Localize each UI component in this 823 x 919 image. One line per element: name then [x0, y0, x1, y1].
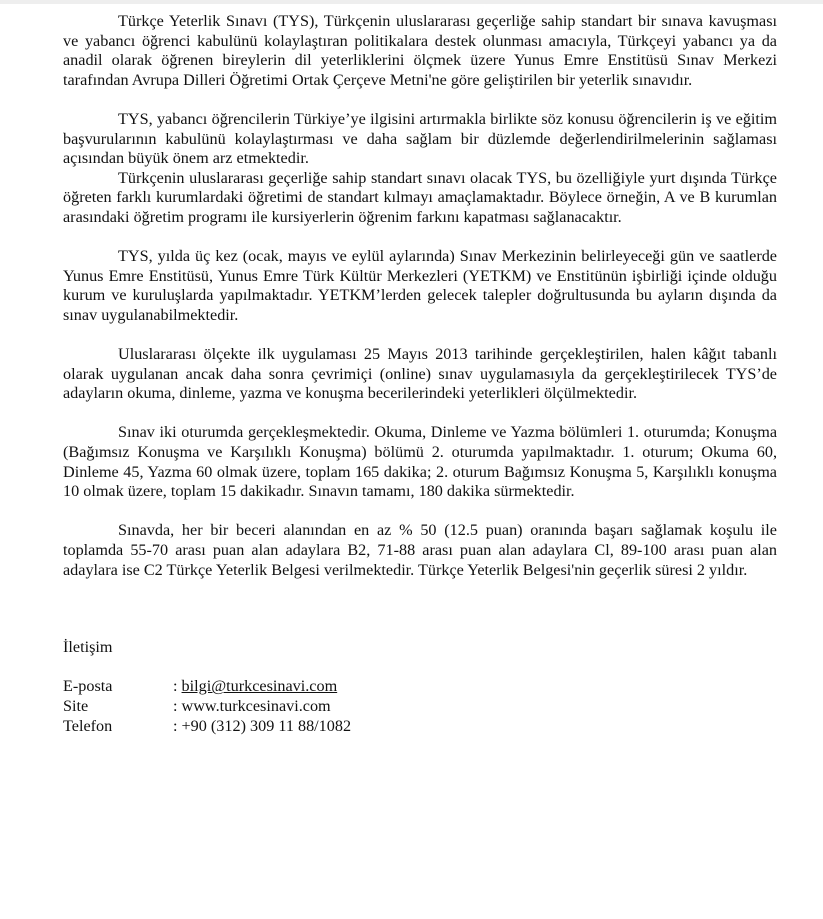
contact-row-site — [63, 697, 777, 717]
paragraph-tys-intro: Türkçe Yeterlik Sınavı (TYS), Türkçenin uluslararası geçerliğe sahip standart bir sınava kavuşması ve yabancı öğrenci kabulünü kolaylaştıran politikalara destek olunması amacıyla, Türkçeyi yabancı ya da anadil olarak öğrenen bireylerin dil yeterliklerini ölçmek üzere Yunus Emre Enstitüsü Sınav Merkezi tarafından Avrupa Dilleri Öğretimi Ortak Çerçeve Metni'ne göre geliştirilen bir yeterlik sınavıdır. — [63, 12, 777, 89]
paragraph-tys-importance: TYS, yabancı öğrencilerin Türkiye’ye ilgisini artırmakla birlikte söz konusu öğrencilerin iş ve eğitim başvurularının kabulünü kolaylaştırması ve daha sağlam bir düzlemde değerlendirilmelerinin sağlaması açısından büyük önem arz etmektedir. — [63, 109, 777, 168]
contact-separator: : — [173, 677, 182, 696]
contact-label-email: E-posta — [63, 677, 113, 696]
paragraph-tys-scoring: Sınavda, her bir beceri alanından en az % 50 (12.5 puan) oranında başarı sağlamak koşulu ile toplamda 55-70 arası puan alan adaylara B2, 71-88 arası puan alan adaylara Cl, 89-100 arası puan alan adaylara ise C2 Türkçe Yeterlik Belgesi verilmektedir. Türkçe Yeterlik Belgesi'nin geçerlik süresi 2 yıldır. — [63, 521, 777, 579]
paragraph-tys-schedule: TYS, yılda üç kez (ocak, mayıs ve eylül aylarında) Sınav Merkezinin belirleyeceği gün ve saatlerde Yunus Emre Enstitüsü, Yunus Emre Türk Kültür Merkezleri (YETKM) ve Enstitünün işbirliği içinde olduğu kurum ve kuruluşlarda yapılmaktadır. YETKM’lerden gelecek talepler doğrultusunda bu ayların dışında da sınav uygulanabilmektedir. — [63, 247, 777, 324]
contact-heading: İletişim — [63, 638, 113, 657]
contact-label-phone: Telefon — [63, 716, 113, 735]
email-link[interactable]: bilgi@turkcesinavi.com — [181, 677, 338, 696]
paragraph-tys-first-application: Uluslararası ölçekte ilk uygulaması 25 Mayıs 2013 tarihinde gerçekleştirilen, halen kâğıt tabanlı olarak uygulanan ancak daha sonra çevrimiçi (online) sınav uygulamasıyla da gerçekleştirilecek TYS’de adayların okuma, dinleme, yazma ve konuşma becerilerindeki yeterlikleri ölçülmektedir. — [63, 345, 777, 403]
contact-row-email — [63, 677, 777, 697]
contact-label-site: Site — [63, 697, 89, 715]
contact-value-site: : www.turkcesinavi.com — [173, 697, 331, 715]
contact-value-email — [173, 677, 337, 697]
document-page — [63, 12, 777, 736]
paragraph-tys-sessions: Sınav iki oturumda gerçekleşmektedir. Okuma, Dinleme ve Yazma bölümleri 1. oturumda; Konuşma (Bağımsız Konuşma ve Karşılıklı Konuşma) bölümü 2. oturumda yapılmaktadır. 1. oturum; Okuma 60, Dinleme 45, Yazma 60 olmak üzere, toplam 165 dakika; 2. oturum Bağımsız Konuşma 5, Karşılıklı konuşma 10 olmak üzere, toplam 15 dakikadır. Sınavın tamamı, 180 dakika sürmektedir. — [63, 423, 777, 501]
contact-value-phone: : +90 (312) 309 11 88/1082 — [173, 716, 352, 735]
paragraph-tys-standard: Türkçenin uluslararası geçerliğe sahip standart sınavı olacak TYS, bu özelliğiyle yurt dışında Türkçe öğreten farklı kurumlardaki öğretimi de standart kılmayı amaçlamaktadır. Böylece örneğin, A ve B kurumlan arasındaki öğretim programı ile kursiyerlerin öğrenim farkını kapatması sağlanacaktır. — [63, 168, 777, 226]
top-border — [0, 0, 823, 4]
contact-row-phone — [63, 717, 777, 737]
contact-table — [63, 677, 777, 736]
